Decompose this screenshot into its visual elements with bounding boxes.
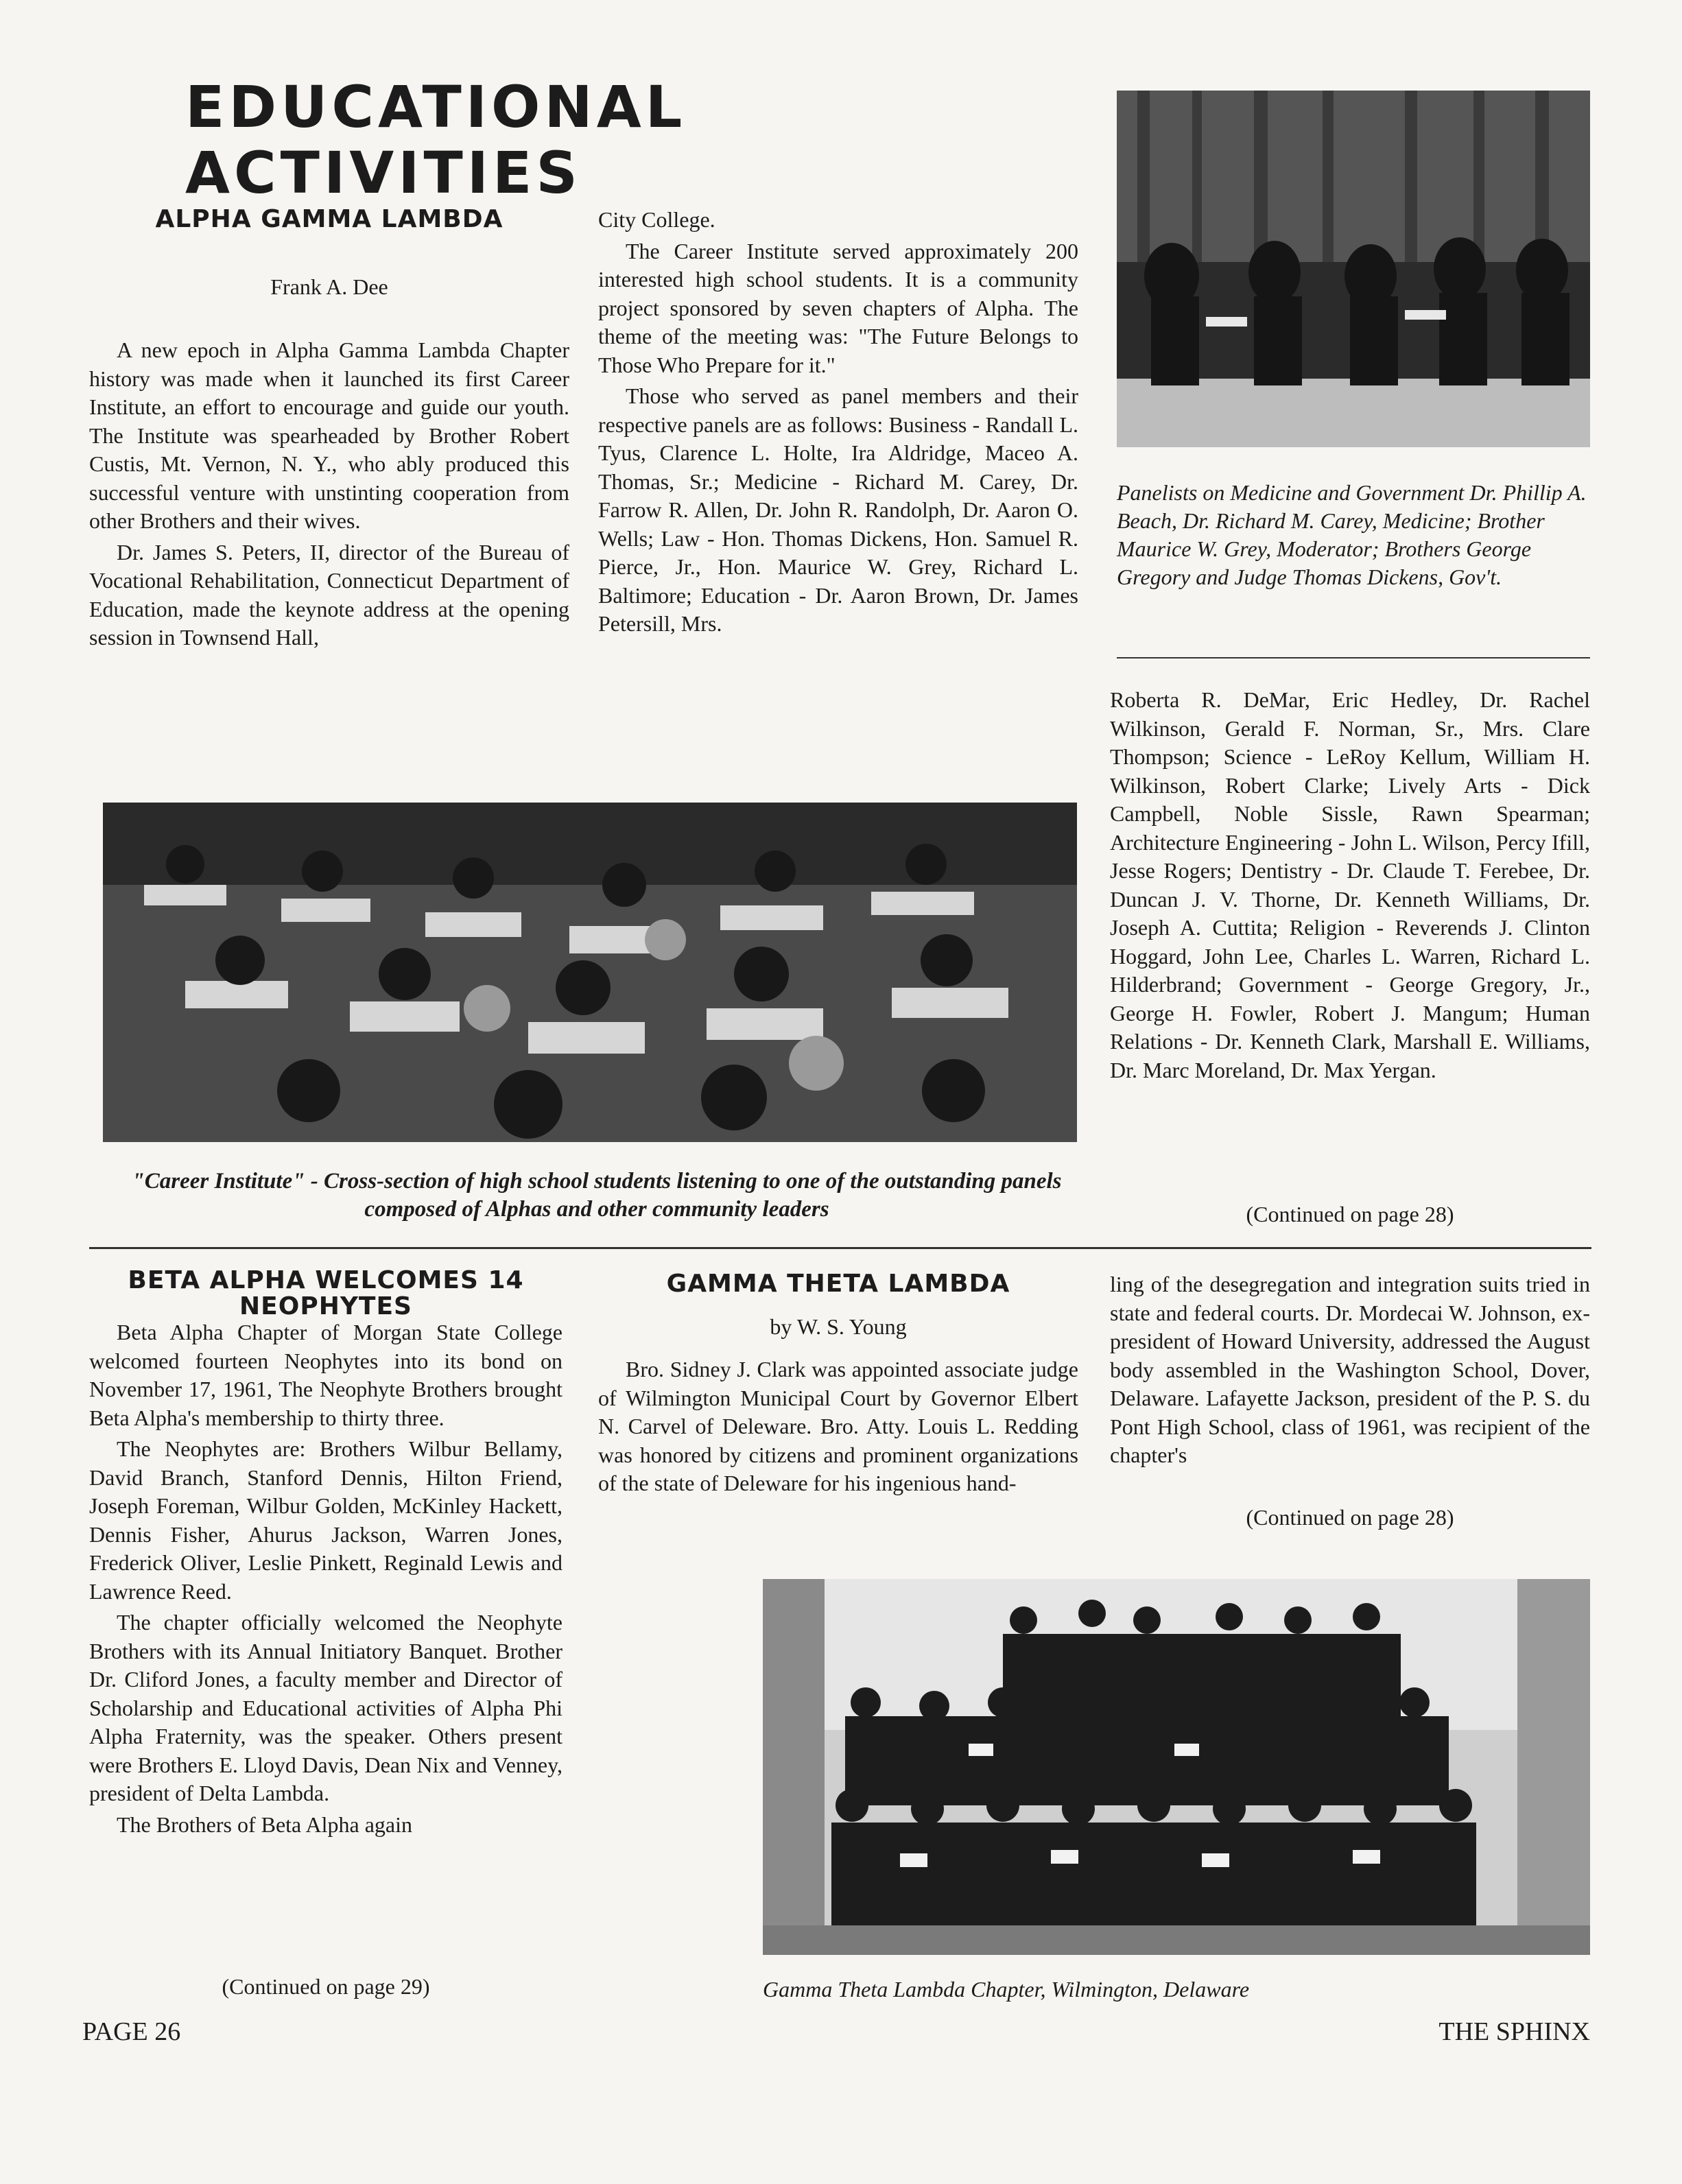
paragraph: ling of the desegregation and integration suits tried in state and federal courts. Dr. Mordecai W. Johnson, ex-president of Howard University, addressed the August body assembled in the Washington School, Dover, Delaware. Lafayette Jackson, president of the P. S. du Pont High School, class of 1961, was recipient of the chapter's [1110,1272,1590,1467]
paragraph: The Brothers of Beta Alpha again [117,1812,412,1837]
panel-photo-caption: Panelists on Medicine and Government Dr. Phillip A. Beach, Dr. Richard M. Carey, Medicine; Brother Maurice W. Grey, Moderator; Brothers George Gregory and Judge Thomas Dickens, Gov't. [1117,480,1587,589]
paragraph: The chapter officially welcomed the Neophyte Brothers with its Annual Initiatory Banquet. Brother Dr. Cliford Jones, a faculty member and Director of Scholarship and Educational activities of Alpha Phi Alpha Fraternity, was the speaker. Others present were Brothers E. Lloyd Davis, Dean Nix and Venney, president of Delta Lambda. [89,1610,562,1805]
beta-alpha-continued: (Continued on page 29) [222,1974,430,1999]
alpha-gamma-lambda-heading: ALPHA GAMMA LAMBDA [155,205,504,233]
paragraph: Those who served as panel members and their respective panels are as follows: Business - Randall L. Tyus, Clarence L. Holte, Ira Aldridge, Maceo A. Thomas, Sr.; Medicine - Richard M. Carey, Dr. Farrow R. Allen, Dr. John R. Randolph, Dr. Aaron O. Wells; Law - Hon. Thomas Dickens, Hon. Samuel R. Pierce, Jr., Hon. Maurice W. Grey, Richard L. Baltimore; Education - Dr. Aaron Brown, Dr. James Petersill, Mrs. [598,383,1078,636]
beta-alpha-heading: BETA ALPHA WELCOMES 14 NEOPHYTES [128,1266,524,1320]
paragraph: City College. [598,207,715,232]
caption-divider [1117,657,1590,658]
beta-alpha-body [89,1318,562,1842]
panel-photo [1117,91,1590,447]
paragraph: The Neophytes are: Brothers Wilbur Bellamy, David Branch, Stanford Dennis, Hilton Friend, Joseph Foreman, Wilbur Golden, McKinley Hackett, Dennis Fisher, Ahurus Jackson, Warren Jones, Frederick Oliver, Leslie Pinkett, Reginald Lewis and Lawrence Reed. [89,1436,562,1604]
paragraph: Beta Alpha Chapter of Morgan State College welcomed fourteen Neophytes into its bond on November 17, 1961, The Neophyte Brothers brought Beta Alpha's membership to thirty three. [89,1320,562,1430]
page-title: EDUCATIONAL ACTIVITIES [185,73,687,206]
publication-name: THE SPHINX [1438,2017,1590,2046]
paragraph: The Career Institute served approximately 200 interested high school students. It is a community project sponsored by seven chapters of Alpha. The theme of the meeting was: "The Future Belongs to Those Who Prepare for it." [598,238,1078,377]
section-divider [89,1247,1591,1249]
paragraph: Roberta R. DeMar, Eric Hedley, Dr. Rachel Wilkinson, Gerald F. Norman, Sr., Mrs. Clare Thompson; Science - LeRoy Kellum, William H. Wilkinson, Robert Clarke; Lively Arts - Dick Campbell, Noble Sissle, Rawn Spearman; Architecture Engineering - John L. Wilson, Percy Ifill, Jesse Rogers; Dentistry - Dr. Claude T. Ferebee, Dr. Duncan J. V. Thorne, Dr. Kenneth Williams, Dr. Joseph A. Cuttita; Religion - Reverends J. Clinton Hoggard, John Lee, Charles L. Warren, Richard L. Hilderbrand; Government - George Gregory, Jr., George H. Fowler, Robert J. Mangum; Human Relations - Dr. Kenneth Clark, Marshall E. Williams, Dr. Marc Moreland, Dr. Max Yergan. [1110,687,1590,1082]
continued-note: (Continued on page 28) [1246,1202,1454,1226]
alpha-gamma-lambda-byline: Frank A. Dee [270,274,388,299]
gamma-theta-lambda-col2 [1110,1270,1590,1473]
alpha-gamma-lambda-col3 [1110,686,1590,1087]
alpha-gamma-lambda-col1 [89,336,569,655]
audience-photo-caption: "Career Institute" - Cross-section of high school students listening to one of the outstanding panels composed of Alphas and other community leaders [132,1169,1062,1222]
gamma-theta-lambda-heading: GAMMA THETA LAMBDA [666,1270,1010,1298]
paragraph: A new epoch in Alpha Gamma Lambda Chapter history was made when it launched its first Career Institute, an effort to encourage and guide our youth. The Institute was spearheaded by Brother Robert Custis, Mt. Vernon, N. Y., who ably produced this successful venture with unstinting cooperation from other Brothers and their wives. [89,337,569,533]
paragraph: Bro. Sidney J. Clark was appointed associate judge of Wilmington Municipal Court by Governor Elbert N. Carvel of Deleware. Bro. Atty. Louis L. Redding was honored by citizens and prominent organizations of the state of Deleware for his ingenious hand- [598,1357,1078,1495]
gamma-theta-lambda-byline: by W. S. Young [770,1314,907,1339]
page-number: PAGE 26 [82,2017,181,2046]
audience-photo [103,803,1077,1142]
gamma-theta-lambda-continued: (Continued on page 28) [1246,1505,1454,1530]
paragraph: Dr. James S. Peters, II, director of the Bureau of Vocational Rehabilitation, Connecticut Department of Education, made the keynote address at the opening session in Townsend Hall, [89,539,569,650]
group-photo [763,1579,1590,1955]
alpha-gamma-lambda-col2 [598,206,1078,641]
group-photo-caption: Gamma Theta Lambda Chapter, Wilmington, Delaware [763,1977,1250,2002]
gamma-theta-lambda-col1 [598,1355,1078,1501]
